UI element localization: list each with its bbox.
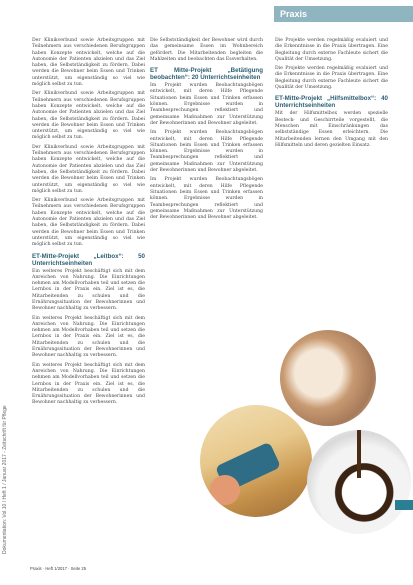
top-bar-left	[0, 0, 270, 26]
column-2-body-cont: Im Projekt wurden Beobachtungsbögen entwickelt, mit deren Hilfe Pflegende Situationen beim Essen und Trinken erfassen können. Ergebnisse wurden in Teambesprechungen reflektiert und gemeinsame Maßnahmen zur Unterstützung der Bewohnerinnen und Bewohner abgeleitet.	[150, 130, 263, 174]
accent-strip	[395, 500, 413, 510]
column-2	[150, 38, 263, 224]
column-3	[275, 38, 388, 152]
sidebar-vertical-text	[2, 34, 10, 554]
column-3-heading: ET-Mitte-Projekt „Hilfsmittelbox“: 40 Unterrichtseinheiten	[275, 95, 388, 110]
photo-spoon-circle	[280, 330, 376, 426]
column-2-heading: ET Mitte-Projekt „Betätigung beobachten“: 20 Unterrichtseinheiten	[150, 67, 263, 82]
column-2-body: Im Projekt wurden Beobachtungsbögen entwickelt, mit deren Hilfe Pflegende Situationen beim Essen und Trinken erfassen können. Ergebnisse wurden in Teambesprechungen reflektiert und gemeinsame Maßnahmen zur Unterstützung der Bewohnerinnen und Bewohner abgeleitet.	[150, 83, 263, 126]
column-1-text-cont2: Der Klinikverbund sowie Arbeitsgruppen mit Teilnehmern aus verschiedenen Berufsgruppen haben Konzepte entwickelt, welche auf die Autonomie der Patienten abzielen und das Ziel haben, die Selbstständigkeit zu fördern. Dabei werden die Bewohner beim Essen und Trinken unterstützt, um eigenständig so viel wie möglich selbst zu tun.	[32, 144, 145, 194]
section-tab: Praxis	[274, 6, 413, 22]
column-1-text-cont: Der Klinikverbund sowie Arbeitsgruppen mit Teilnehmern aus verschiedenen Berufsgruppen haben Konzepte entwickelt, welche auf die Autonomie der Patienten abzielen und das Ziel haben, die Selbstständigkeit zu fördern. Dabei werden die Bewohner beim Essen und Trinken unterstützt, um eigenständig so viel wie möglich selbst zu tun.	[32, 91, 145, 141]
column-1	[32, 38, 145, 410]
column-1-text: Der Klinikverbund sowie Arbeitsgruppen mit Teilnehmern aus verschiedenen Berufsgruppen haben Konzepte entwickelt, welche auf die Autonomie der Patienten abzielen und das Ziel haben, die Selbstständigkeit zu fördern. Dabei werden die Bewohner beim Essen und Trinken unterstützt, um eigenständig so viel wie möglich selbst zu tun.	[32, 38, 145, 88]
column-2-text: Die Selbstständigkeit der Bewohner wird durch das gemeinsame Essen im Wohnbereich gefördert. Die Mitarbeitenden begleiten die Mahlzeiten und beobachten das Essverhalten.	[150, 38, 263, 62]
column-2-body-cont2: Im Projekt wurden Beobachtungsbögen entwickelt, mit deren Hilfe Pflegende Situationen beim Essen und Trinken erfassen können. Ergebnisse wurden in Teambesprechungen reflektiert und gemeinsame Maßnahmen zur Unterstützung der Bewohnerinnen und Bewohner abgeleitet.	[150, 177, 263, 221]
photo-coffee-circle	[307, 430, 411, 534]
column-1-text-cont3: Der Klinikverbund sowie Arbeitsgruppen mit Teilnehmern aus verschiedenen Berufsgruppen haben Konzepte entwickelt, welche auf die Autonomie der Patienten abzielen und das Ziel haben, die Selbstständigkeit zu fördern. Dabei werden die Bewohner beim Essen und Trinken unterstützt, um eigenständig so viel wie möglich selbst zu tun.	[32, 198, 145, 248]
sidebar-text: Dokumentation: Vol.10 / Heft 1 / Januar 2017 - Zeitschrift für Pflege	[2, 405, 8, 554]
photo-utensil-circle	[200, 405, 312, 517]
column-1-heading: ET-Mitte-Projekt „Leitbox“: 50 Unterrichtseinheiten	[32, 252, 145, 267]
column-1-body-cont: Ein weiteres Projekt beschäftigt sich mit dem Anreichen von Nahrung. Die Einrichtungen nehmen am Modellvorhaben teil und setzen die Lernbox in der Praxis ein. Ziel ist es, die Mitarbeitenden zu schulen und die Ernährungssituation der Bewohnerinnen und Bewohner nachhaltig zu verbessern.	[32, 315, 145, 359]
page-footer: Praxis · Heft 1/2017 · Seite 25	[30, 566, 87, 571]
column-1-body-cont2: Ein weiteres Projekt beschäftigt sich mit dem Anreichen von Nahrung. Die Einrichtungen nehmen am Modellvorhaben teil und setzen die Lernbox in der Praxis ein. Ziel ist es, die Mitarbeitenden zu schulen und die Ernährungssituation der Bewohnerinnen und Bewohner nachhaltig zu verbessern.	[32, 362, 145, 406]
column-3-body: Mit der Hilfsmittelbox werden spezielle Besteck- und Geschirrteile vorgestellt, die Menschen mit Einschränkungen das selbstständige Essen erleichtern. Die Mitarbeitenden lernen den Umgang mit den Hilfsmitteln und deren gezielten Einsatz.	[275, 111, 388, 148]
column-3-text-cont: Die Projekte werden regelmäßig evaluiert und die Erkenntnisse in die Praxis übertragen. Eine Begleitung durch externe Fachleute sichert die Qualität der Umsetzung.	[275, 66, 388, 91]
top-bar	[0, 0, 413, 26]
column-1-body: Ein weiteres Projekt beschäftigt sich mit dem Anreichen von Nahrung. Die Einrichtungen nehmen am Modellvorhaben teil und setzen die Lernbox in der Praxis ein. Ziel ist es, die Mitarbeitenden zu schulen und die Ernährungssituation der Bewohnerinnen und Bewohner nachhaltig zu verbessern.	[32, 268, 145, 312]
coffee-stream	[357, 430, 361, 478]
column-3-text: Die Projekte werden regelmäßig evaluiert und die Erkenntnisse in die Praxis übertragen. Eine Begleitung durch externe Fachleute sichert die Qualität der Umsetzung.	[275, 38, 388, 62]
hand-shape	[210, 475, 240, 505]
